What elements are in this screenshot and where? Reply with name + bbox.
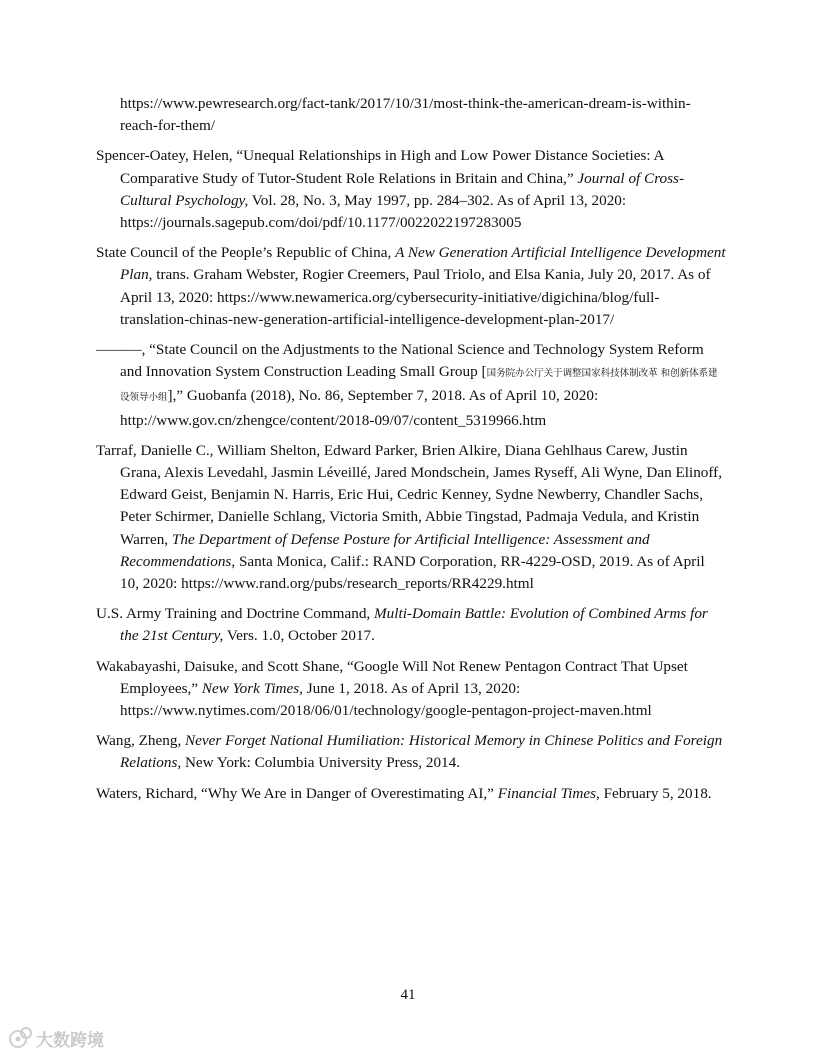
reference-entry: [96, 730, 726, 774]
work-title: A New Generation Artificial Intelligence Development Plan,: [120, 244, 726, 284]
reference-text: Wang, Zheng,: [96, 732, 186, 750]
reference-text: ———, “State Council on the Adjustments to the National Science and Technology System Reform and Innovation System Construction Leading Small Group [: [96, 341, 704, 381]
reference-text: Vol. 28, No. 3, May 1997, pp. 284–302. As of April 13, 2020: https://journals.sagepub.com/doi/pdf/10.1177/0022022197283005: [120, 191, 627, 232]
journal-title: Journal of Cross-Cultural Psychology,: [120, 169, 685, 209]
reference-entry: [96, 145, 726, 234]
reference-text: Waters, Richard, “Why We Are in Danger of Overestimating AI,”: [96, 784, 498, 802]
publication-title: New York Times,: [201, 679, 303, 697]
reference-text: U.S. Army Training and Doctrine Command,: [96, 605, 375, 623]
reference-text: Spencer-Oatey, Helen, “Unequal Relationships in High and Low Power Distance Societies: A Comparative Study of Tutor-Student Role Relations in Britain and China,”: [96, 147, 664, 187]
page-number: 41: [400, 987, 416, 1003]
reference-text: State Council of the People’s Republic of China,: [96, 244, 396, 262]
reference-text: trans. Graham Webster, Rogier Creemers, Paul Triolo, and Elsa Kania, July 20, 2017. As of April 13, 2020: https://www.newamerica.org/cybersecurity-initiative/digichina/blog/full-translation-chinas-new-generation-artificial-intelligence-development-plan-2017/: [120, 266, 711, 328]
reference-entry: [96, 440, 726, 595]
publication-title: Financial Times: [497, 784, 597, 802]
reference-entry: [96, 339, 726, 432]
work-title: Multi-Domain Battle: Evolution of Combined Arms for the 21st Century,: [120, 605, 708, 645]
reference-text: Wakabayashi, Daisuke, and Scott Shane, “Google Will Not Renew Pentagon Contract That Upset Employees,”: [96, 657, 688, 697]
reference-entry: [96, 242, 726, 331]
reference-entry: [96, 603, 726, 647]
reference-text: , Santa Monica, Calif.: RAND Corporation, RR-4229-OSD, 2019. As of April 10, 2020: https://www.rand.org/pubs/research_reports/RR4229.html: [120, 552, 705, 593]
reference-text: Vers. 1.0, October 2017.: [223, 627, 375, 645]
reference-entry: [96, 656, 726, 723]
chinese-title: 国务院办公厅关于调整国家科技体制改革 和创新体系建设领导小组: [120, 368, 718, 404]
watermark-logo-icon: [6, 1024, 34, 1052]
reference-text: June 1, 2018. As of April 13, 2020: https://www.nytimes.com/2018/06/01/technology/google-pentagon-project-maven.html: [120, 679, 652, 720]
reference-text: ],” Guobanfa (2018), No. 86, September 7, 2018. As of April 10, 2020: http://www.gov.cn/zhengce/content/2018-09/07/content_5319966.htm: [120, 387, 599, 429]
reference-entry: [96, 93, 726, 137]
report-title: The Department of Defense Posture for Artificial Intelligence: Assessment and Recommendations: [120, 530, 650, 570]
reference-text: https://www.pewresearch.org/fact-tank/2017/10/31/most-think-the-american-dream-is-within-reach-for-them/: [120, 95, 691, 135]
reference-entry: [96, 783, 726, 805]
reference-text: , New York: Columbia University Press, 2014.: [177, 754, 461, 772]
reference-text: , February 5, 2018.: [596, 784, 712, 802]
reference-list: [96, 93, 726, 813]
reference-text: Tarraf, Danielle C., William Shelton, Edward Parker, Brien Alkire, Diana Gehlhaus Carew, Justin Grana, Alexis Levedahl, Jasmin Léveillé, Jared Mondschein, James Ryseff, Ali Wyne, Dan Elinoff, Edward Geist, Benjamin N. Harris, Eric Hui, Cedric Kenney, Sydne Newberry, Chandler Sachs, Peter Schirmer, Danielle Schlang, Victoria Smith, Abbie Tingstad, Padmaja Vedula, and Kristin Warren,: [96, 441, 723, 548]
watermark-text: 大数跨境: [36, 1030, 104, 1051]
watermark: [6, 1024, 104, 1052]
book-title: Never Forget National Humiliation: Historical Memory in Chinese Politics and Foreign Relations: [120, 732, 723, 772]
